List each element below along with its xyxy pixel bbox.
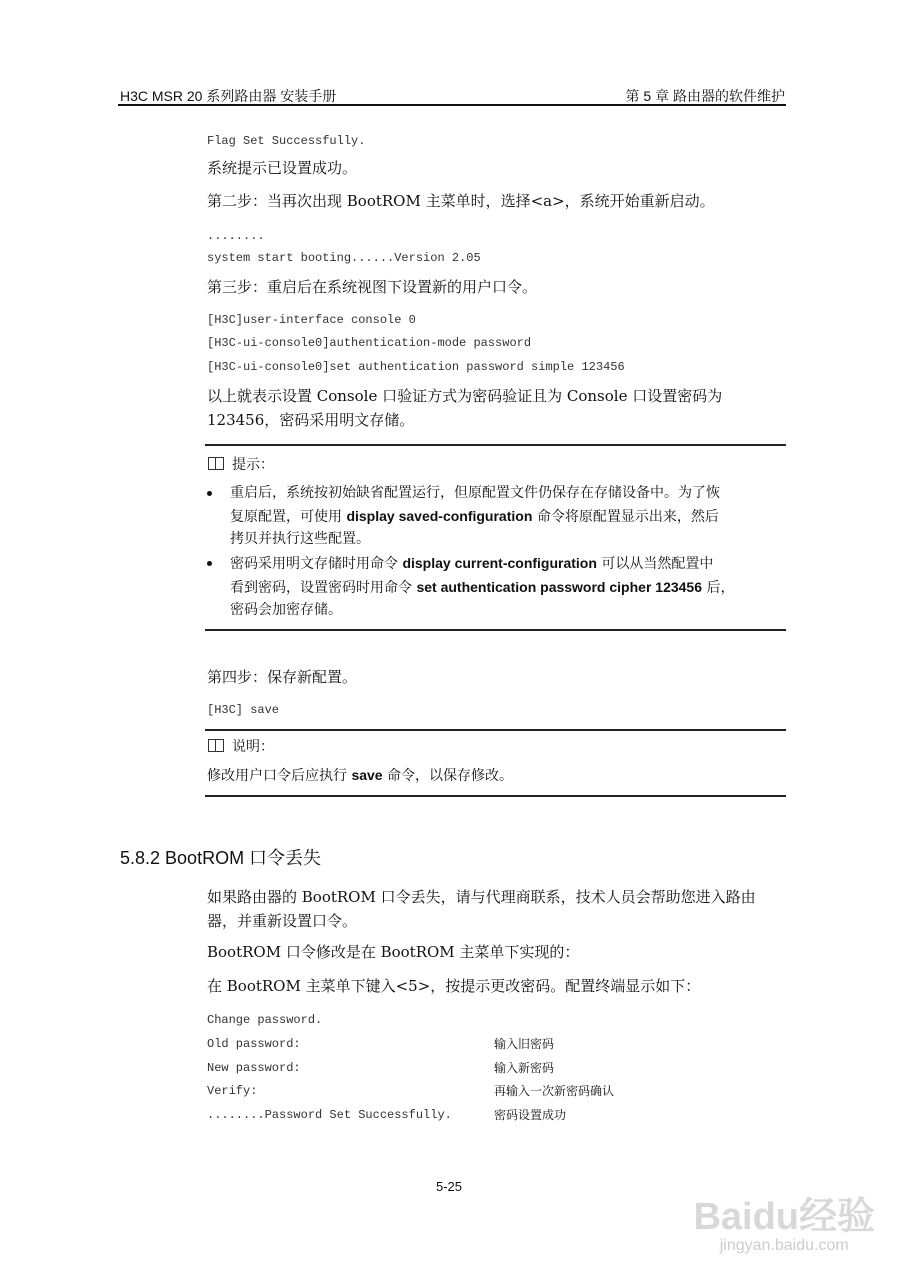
header-rule [118,104,786,106]
page-number: 5-25 [436,1179,463,1194]
code-line: Change password. [207,1013,323,1027]
code-line: [H3C]user-interface console 0 [207,313,416,327]
tip-top-rule [205,444,786,446]
paragraph: 如果路由器的 BootROM 口令丢失，请与代理商联系，技术人员会帮助您进入路由 [207,888,756,906]
step-3: 第三步：重启后在系统视图下设置新的用户口令。 [207,278,538,296]
text: 命令，以保存修改。 [382,768,514,784]
code-line: [H3C] save [207,703,280,717]
command: display saved-configuration [346,508,533,524]
text: 后， [702,580,735,596]
code-line: Verify: [207,1084,258,1098]
paragraph: 以上就表示设置 Console 口验证方式为密码验证且为 Console 口设置密码为 [207,387,723,405]
code-comment: 密码设置成功 [494,1108,567,1122]
code-comment: 再输入一次新密码确认 [494,1084,615,1098]
code-line: Old password: [207,1037,301,1051]
paragraph: 在 BootROM 主菜单下键入<5>，按提示更改密码。配置终端显示如下： [207,977,701,995]
code-line: [H3C-ui-console0]set authentication password simple 123456 [207,360,625,374]
code-line: New password: [207,1061,301,1075]
note-bottom-rule [205,795,786,797]
paragraph: 系统提示已设置成功。 [207,159,358,177]
command: display current-configuration [402,555,597,571]
tip-text [230,506,719,527]
tip-text [230,577,734,598]
tip-title: 提示： [232,457,274,473]
text: 命令将原配置显示出来，然后 [532,509,719,525]
tip-bottom-rule [205,629,786,631]
code-comment: 输入新密码 [494,1061,555,1075]
text: 密码采用明文存储时用命令 [230,556,403,572]
paragraph: 123456，密码采用明文存储。 [207,411,415,429]
paragraph: BootROM 口令修改是在 BootROM 主菜单下实现的： [207,943,580,961]
tip-heading [208,455,274,475]
note-top-rule [205,729,786,731]
command: set authentication password cipher 123456 [416,579,702,595]
section-heading: 5.8.2 BootROM 口令丢失 [120,848,322,868]
paragraph: 器，并重新设置口令。 [207,912,358,930]
code-line: [H3C-ui-console0]authentication-mode password [207,336,532,350]
tip-text: 重启后，系统按初始缺省配置运行，但原配置文件仍保存在存储设备中。为了恢 [230,485,720,501]
note-heading [208,737,274,757]
watermark-logo: Baidu经验 [693,1196,875,1238]
note-title: 说明： [232,739,274,755]
book-icon [208,457,224,470]
baidu-watermark [693,1197,875,1255]
header-title: H3C MSR 20 系列路由器 安装手册 [120,88,337,104]
text: 看到密码，设置密码时用命令 [230,580,417,596]
text: 可以从当然配置中 [596,556,714,572]
code-line: Flag Set Successfully. [207,134,366,148]
command: save [351,767,383,783]
bullet-icon [207,491,212,496]
bullet-icon [207,561,212,566]
tip-text [230,553,713,574]
tip-text: 拷贝并执行这些配置。 [230,531,370,547]
code-line: ........ [207,229,265,243]
code-comment: 输入旧密码 [494,1037,555,1051]
book-icon [208,739,224,752]
text: 复原配置，可使用 [230,509,347,525]
tip-text: 密码会加密存储。 [230,602,342,618]
code-line: system start booting......Version 2.05 [207,251,481,265]
step-2: 第二步：当再次出现 BootROM 主菜单时，选择<a>，系统开始重新启动。 [207,192,715,210]
text: 修改用户口令后应执行 [207,768,352,784]
header-chapter: 第 5 章 路由器的软件维护 [625,88,785,104]
step-4: 第四步：保存新配置。 [207,668,358,686]
code-line: ........Password Set Successfully. [207,1108,452,1122]
note-text [207,765,513,786]
watermark-url: jingyan.baidu.com [719,1237,849,1254]
